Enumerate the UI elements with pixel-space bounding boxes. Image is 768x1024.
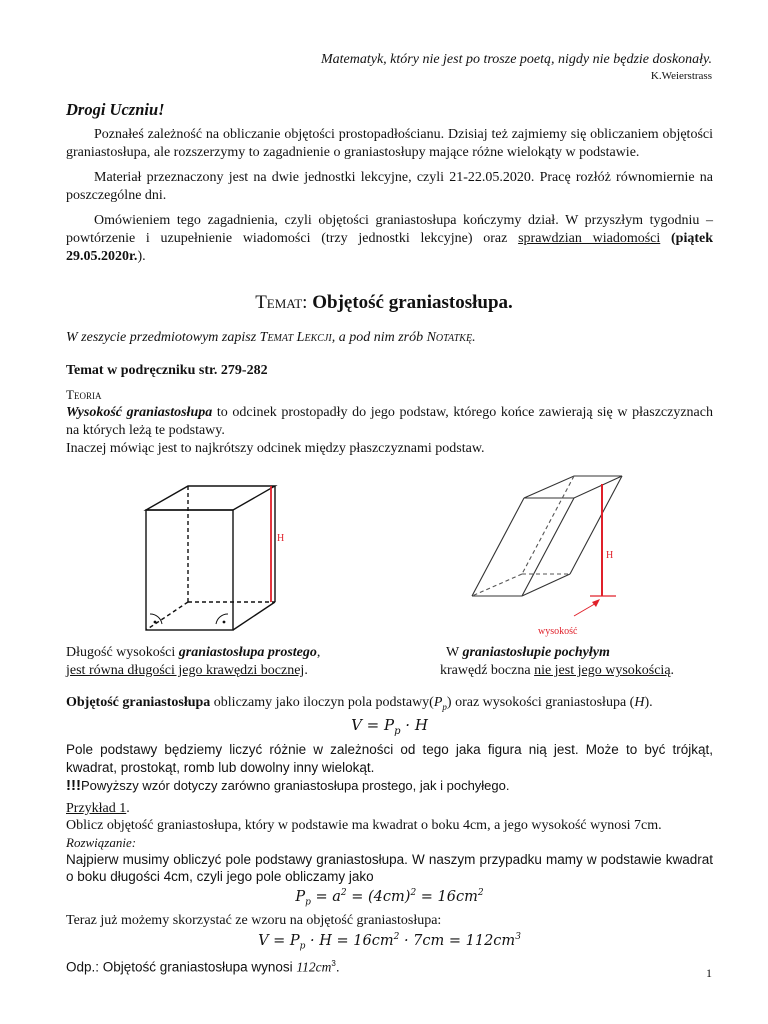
hidden-edge (522, 476, 574, 574)
theory-label: Teoria (66, 387, 102, 402)
height-label: H (277, 533, 285, 544)
theory (66, 386, 713, 458)
theory-definition: Wysokość graniastosłupa to odcinek prostopadły do jego podstaw, którego końce zawierają się w płaszczyznach na których leżą te podstawy. (66, 405, 713, 438)
equation-volume: $V = P_p \cdot H = 16cm^2 \cdot 7cm = 112cm^3$ (258, 931, 521, 952)
side-edge (522, 498, 574, 596)
example-task: Oblicz objętość graniastosłupa, który w podstawie ma kwadrat o boku 4cm, a jego wysokość wynosi 7cm. (66, 818, 662, 833)
caption-right-prism: Długość wysokości graniastosłupa prostego, jest równa długości jego krawędzi bocznej. (66, 645, 321, 678)
solution-step-2: Teraz już możemy skorzystać ze wzoru na objętość graniastosłupa: (66, 912, 442, 928)
solution-label: Rozwiązanie: (66, 835, 137, 850)
solution-step-1: Najpierw musimy obliczyć pole podstawy graniastosłupa. W naszym przypadku mamy w podstawie kwadrat o boku długości 4cm, czyli jego pole obliczamy jako (66, 852, 713, 884)
header-quote: Matematyk, który nie jest po trosze poetą, nigdy nie będzie doskonały. (320, 52, 712, 67)
volume-formula: $V = P_p \cdot H$ (351, 715, 428, 737)
theory-alt: Inaczej mówiąc jest to najkrótszy odcinek między płaszczyznami podstaw. (66, 441, 485, 456)
volume-section (66, 694, 713, 795)
right-angle-mark (216, 614, 228, 624)
equation-base-area: $P_p = a^2 = (4cm)^2 = 16cm^2$ (295, 888, 484, 908)
right-prism-figure (140, 472, 310, 636)
height-caption: wysokość (538, 626, 578, 637)
arrow-head-icon (592, 599, 600, 607)
side-edge (472, 498, 524, 596)
instruction: W zeszycie przedmiotowym zapisz Temat Lekcji, a pod nim zrób Notatkę. (66, 330, 476, 345)
example-section (66, 800, 713, 976)
top-face (146, 486, 275, 510)
hidden-edge (472, 574, 522, 596)
caption-oblique-prism: W graniastosłupie pochyłym krawędź boczna nie jest jego wysokością. (440, 645, 675, 678)
page-title: Temat: Objętość graniastosłupa. (255, 292, 513, 313)
intro-paragraph-2: Materiał przeznaczony jest na dwie jednostki lekcyjne, czyli 21-22.05.2020. Pracę rozłóż równomiernie na poszczególne dni. (66, 170, 713, 203)
oblique-prism-figure (466, 470, 636, 642)
page-number: 1 (706, 966, 712, 980)
height-label: H (606, 550, 614, 561)
top-face (524, 476, 622, 498)
base-area-note: Pole podstawy będziemy liczyć różnie w zależności od tego jaka figura nią jest. Może to być trójkąt, kwadrat, prostokąt, romb lub dowolny inny wielokąt. (66, 741, 713, 775)
side-edge (233, 602, 275, 630)
hidden-edge (146, 602, 188, 630)
intro (66, 126, 713, 266)
side-edge (570, 476, 622, 574)
intro-paragraph-1: Poznałeś zależność na obliczanie objętości prostopadłościanu. Dzisiaj też zajmiemy się obliczaniem objętości graniastosłupa, ale rozszerzymy to zagadnienie o graniastosłupy mające różne wielokąty w podstawie. (66, 127, 713, 160)
front-face (146, 510, 233, 630)
quote-author: K.Weierstrass (650, 70, 712, 82)
greeting: Drogi Uczniu! (66, 100, 165, 119)
intro-paragraph-3: Omówieniem tego zagadnienia, czyli objętości graniastosłupa kończymy dział. W przyszłym tygodniu – powtórzenie i uzupełnienie wiadomości (trzy jednostki lekcyjne) oraz sprawdzian wiadomości (piątek 29.05.2020r.). (66, 213, 714, 264)
answer: Odp.: Objętość graniastosłupa wynosi $112cm^3$. (66, 959, 340, 975)
example-title: Przykład 1. (66, 801, 130, 816)
volume-definition: Objętość graniastosłupa obliczamy jako iloczyn pola $podstawy(P_p)$ oraz wysokości graniastosłupa (H). (66, 695, 653, 712)
textbook-reference: Temat w podręczniku str. 279-282 (66, 363, 268, 378)
test-link: sprawdzian wiadomości (518, 231, 661, 246)
warning-note: !!!Powyższy wzór dotyczy zarówno graniastosłupa prostego, jak i pochyłego. (66, 776, 510, 794)
